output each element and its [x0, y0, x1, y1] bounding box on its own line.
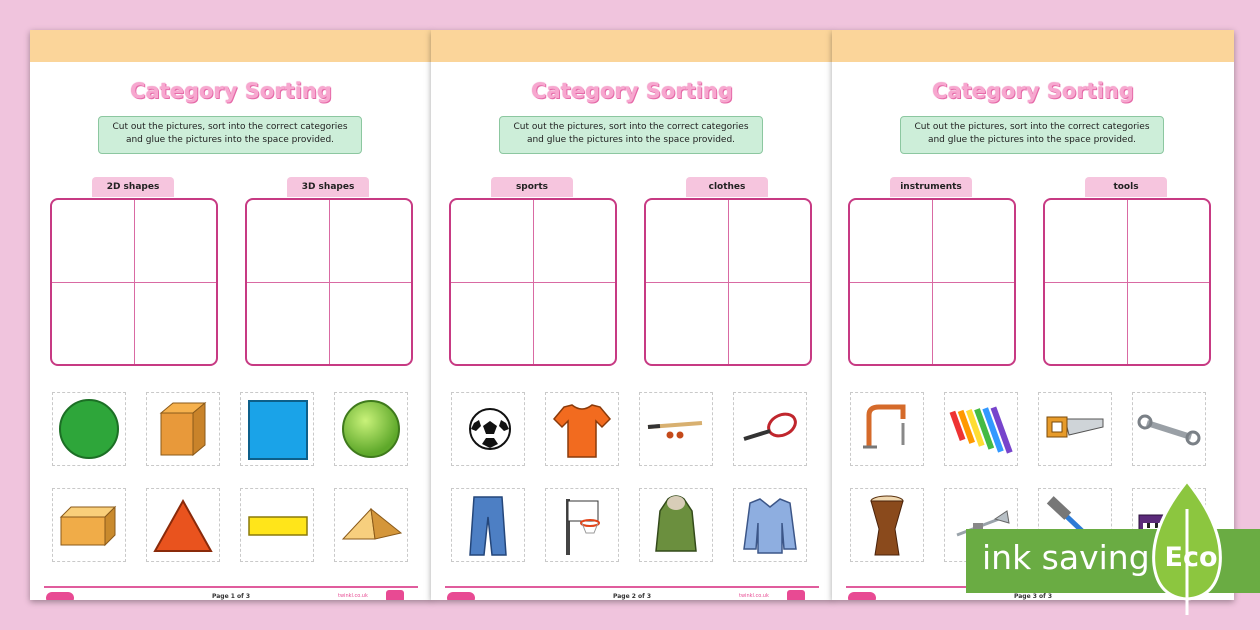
card-tennis-racket [733, 392, 807, 466]
page-number: Page 1 of 3 [212, 593, 250, 600]
sheet-title: Category Sorting [932, 79, 1134, 103]
worksheet-page-2 [431, 30, 833, 600]
card-saw [1038, 392, 1112, 466]
footer-rule [44, 586, 418, 588]
worksheet-page-1 [30, 30, 432, 600]
ink-saving-text: ink saving [982, 538, 1150, 577]
category-label-2: clothes [686, 177, 768, 197]
sorting-grid-2 [245, 198, 413, 366]
category-label-2: 3D shapes [287, 177, 369, 197]
category-label-1: 2D shapes [92, 177, 174, 197]
card-cricket-bat [639, 392, 713, 466]
sorting-grid-2 [1043, 198, 1211, 366]
page-number: Page 2 of 3 [613, 593, 651, 600]
card-jeans [451, 488, 525, 562]
card-spanner [1132, 392, 1206, 466]
footer-site: twinkl.co.uk [338, 593, 368, 599]
sorting-grid-1 [848, 198, 1016, 366]
category-label-2: tools [1085, 177, 1167, 197]
instructions-box: Cut out the pictures, sort into the correct categories and glue the pictures into the space provided. [499, 116, 763, 154]
sheet-title: Category Sorting [531, 79, 733, 103]
header-band [30, 30, 432, 62]
card-blue-square [240, 392, 314, 466]
footer-site: twinkl.co.uk [739, 593, 769, 599]
eco-label: Eco [1164, 542, 1218, 573]
sheet-title: Category Sorting [130, 79, 332, 103]
footer-mark-icon [386, 590, 404, 600]
category-label-1: sports [491, 177, 573, 197]
card-winter-coat [639, 488, 713, 562]
header-band [431, 30, 833, 62]
card-green-sphere [334, 392, 408, 466]
header-band [832, 30, 1234, 62]
card-football [451, 392, 525, 466]
card-basketball-hoop [545, 488, 619, 562]
card-green-circle [52, 392, 126, 466]
sorting-grid-1 [449, 198, 617, 366]
card-clamp [850, 392, 924, 466]
sorting-grid-1 [50, 198, 218, 366]
card-pyramid [334, 488, 408, 562]
card-drum [850, 488, 924, 562]
card-t-shirt [545, 392, 619, 466]
card-yellow-rectangle [240, 488, 314, 562]
category-label-1: instruments [890, 177, 972, 197]
footer-rule [445, 586, 819, 588]
instructions-box: Cut out the pictures, sort into the correct categories and glue the pictures into the space provided. [98, 116, 362, 154]
card-shirt [733, 488, 807, 562]
sorting-grid-2 [644, 198, 812, 366]
footer-mark-icon [787, 590, 805, 600]
card-orange-cube [146, 392, 220, 466]
card-cuboid [52, 488, 126, 562]
card-xylophone [944, 392, 1018, 466]
page-number: Page 3 of 3 [1014, 593, 1052, 600]
instructions-box: Cut out the pictures, sort into the correct categories and glue the pictures into the space provided. [900, 116, 1164, 154]
card-red-triangle [146, 488, 220, 562]
